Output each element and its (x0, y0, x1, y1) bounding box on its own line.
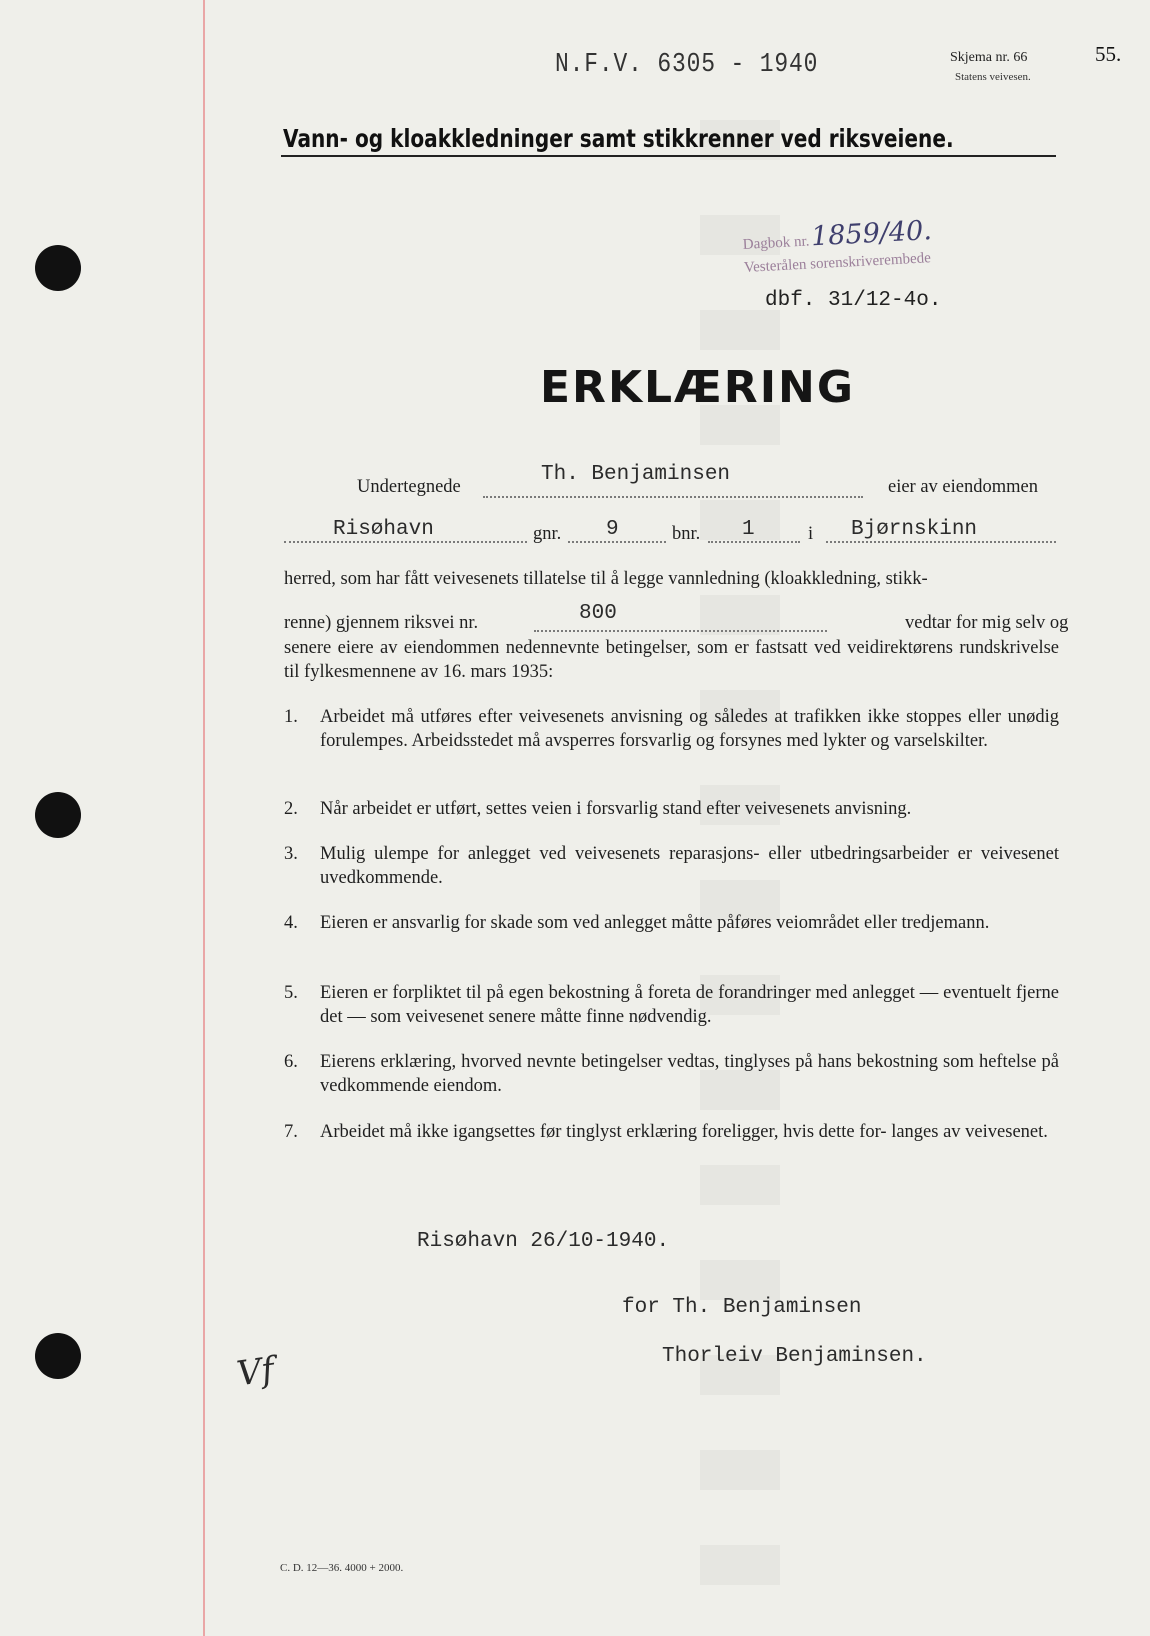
condition-text: Eieren er ansvarlig for skade som ved anlegget måtte påføres veiområdet eller tredjemann. (320, 913, 990, 933)
undertegnede-value: Th. Benjaminsen (541, 463, 731, 486)
bnr-value: 1 (742, 518, 755, 541)
punch-hole (35, 245, 81, 291)
page-number: 55. (1095, 42, 1122, 66)
condition-text: Mulig ulempe for anlegget ved veivesenets reparasjons- eller utbedringsarbeider er veivesenet uvedkommende. (320, 844, 1059, 888)
signature-for-line: for Th. Benjaminsen (622, 1296, 862, 1319)
condition-item (284, 797, 1059, 821)
bnr-label: bnr. (672, 524, 701, 544)
dotted-line (708, 541, 800, 543)
registry-stamp (742, 215, 934, 280)
document-title: Vann- og kloakkledninger samt stikkrenner ved riksveiene. (283, 124, 954, 153)
print-footer: C. D. 12—36. 4000 + 2000. (280, 1562, 404, 1574)
herred-text: herred, som har fått veivesenets tillatelse til å legge vannledning (kloakkledning, stikk- (284, 569, 928, 589)
vedtar-label: vedtar for mig selv og (905, 613, 1069, 633)
dotted-line (826, 541, 1056, 543)
condition-item (284, 981, 1059, 1029)
condition-number: 5. (284, 983, 298, 1003)
punch-hole (35, 1333, 81, 1379)
declaration-heading: ERKLÆRING (540, 362, 855, 413)
form-number: Skjema nr. 66 (950, 50, 1028, 65)
dotted-line (483, 496, 863, 498)
undertegnede-label: Undertegnede (357, 477, 461, 497)
condition-text: Når arbeidet er utført, settes veien i forsvarlig stand efter veivesenets anvisning. (320, 799, 912, 819)
dagbok-label: Dagbok nr. (742, 233, 810, 253)
condition-item (284, 911, 1059, 935)
condition-number: 4. (284, 913, 298, 933)
margin-line (203, 0, 205, 1636)
place-and-date: Risøhavn 26/10-1940. (417, 1230, 670, 1253)
handwritten-initials: Vf (234, 1349, 277, 1395)
condition-text: Arbeidet må utføres efter veivesenets anvisning og således at trafikken ikke stoppes eller unødig forulempes. Arbeidsstedet må avsperres forsvarlig og forsynes med lykter og varselskilter. (320, 707, 1059, 751)
punch-hole (35, 792, 81, 838)
dotted-line (568, 541, 666, 543)
condition-text: Arbeidet må ikke igangsettes før tinglyst erklæring foreligger, hvis dette for- langes av veivesenet. (320, 1122, 1048, 1142)
issuer: Statens veivesen. (955, 71, 1031, 83)
condition-text: Eierens erklæring, hvorved nevnte betingelser vedtas, tinglyses på hans bekostning som heftelse på vedkommende eiendom. (320, 1052, 1059, 1096)
condition-number: 3. (284, 844, 298, 864)
nfv-reference: N.F.V. 6305 - 1940 (555, 50, 819, 80)
stamp-office: Vesterålen sorenskriverembede (743, 250, 932, 276)
condition-item (284, 705, 1059, 753)
condition-number: 1. (284, 707, 298, 727)
gnr-label: gnr. (533, 524, 562, 544)
place-value: Risøhavn (333, 518, 434, 541)
condition-item (284, 1120, 1059, 1144)
eier-label: eier av eiendommen (888, 477, 1038, 497)
i-label: i (808, 524, 814, 544)
condition-item (284, 1050, 1059, 1098)
municipality-value: Bjørnskinn (851, 518, 978, 541)
dotted-line (284, 541, 527, 543)
signer-name: Thorleiv Benjaminsen. (662, 1345, 927, 1368)
condition-number: 7. (284, 1122, 298, 1142)
continuation-text: senere eiere av eiendommen nedennevnte betingelser, som er fastsatt ved veidirektørens rundskrivelse til fylkesmennene av 16. mars 1935: (284, 638, 1059, 682)
registration-date: dbf. 31/12-4o. (765, 289, 942, 312)
condition-number: 6. (284, 1052, 298, 1072)
condition-text: Eieren er forpliktet til på egen bekostning å foreta de forandringer med anlegget — eventuelt fjerne det — som veivesenet senere måtte finne nødvendig. (320, 983, 1059, 1027)
gnr-value: 9 (606, 518, 619, 541)
title-underline (281, 155, 1056, 157)
dagbok-number: 1859/40. (810, 215, 933, 253)
condition-item (284, 842, 1059, 890)
riksvei-value: 800 (579, 602, 617, 625)
renne-label: renne) gjennem riksvei nr. (284, 613, 479, 633)
condition-number: 2. (284, 799, 298, 819)
dotted-line (534, 630, 827, 632)
